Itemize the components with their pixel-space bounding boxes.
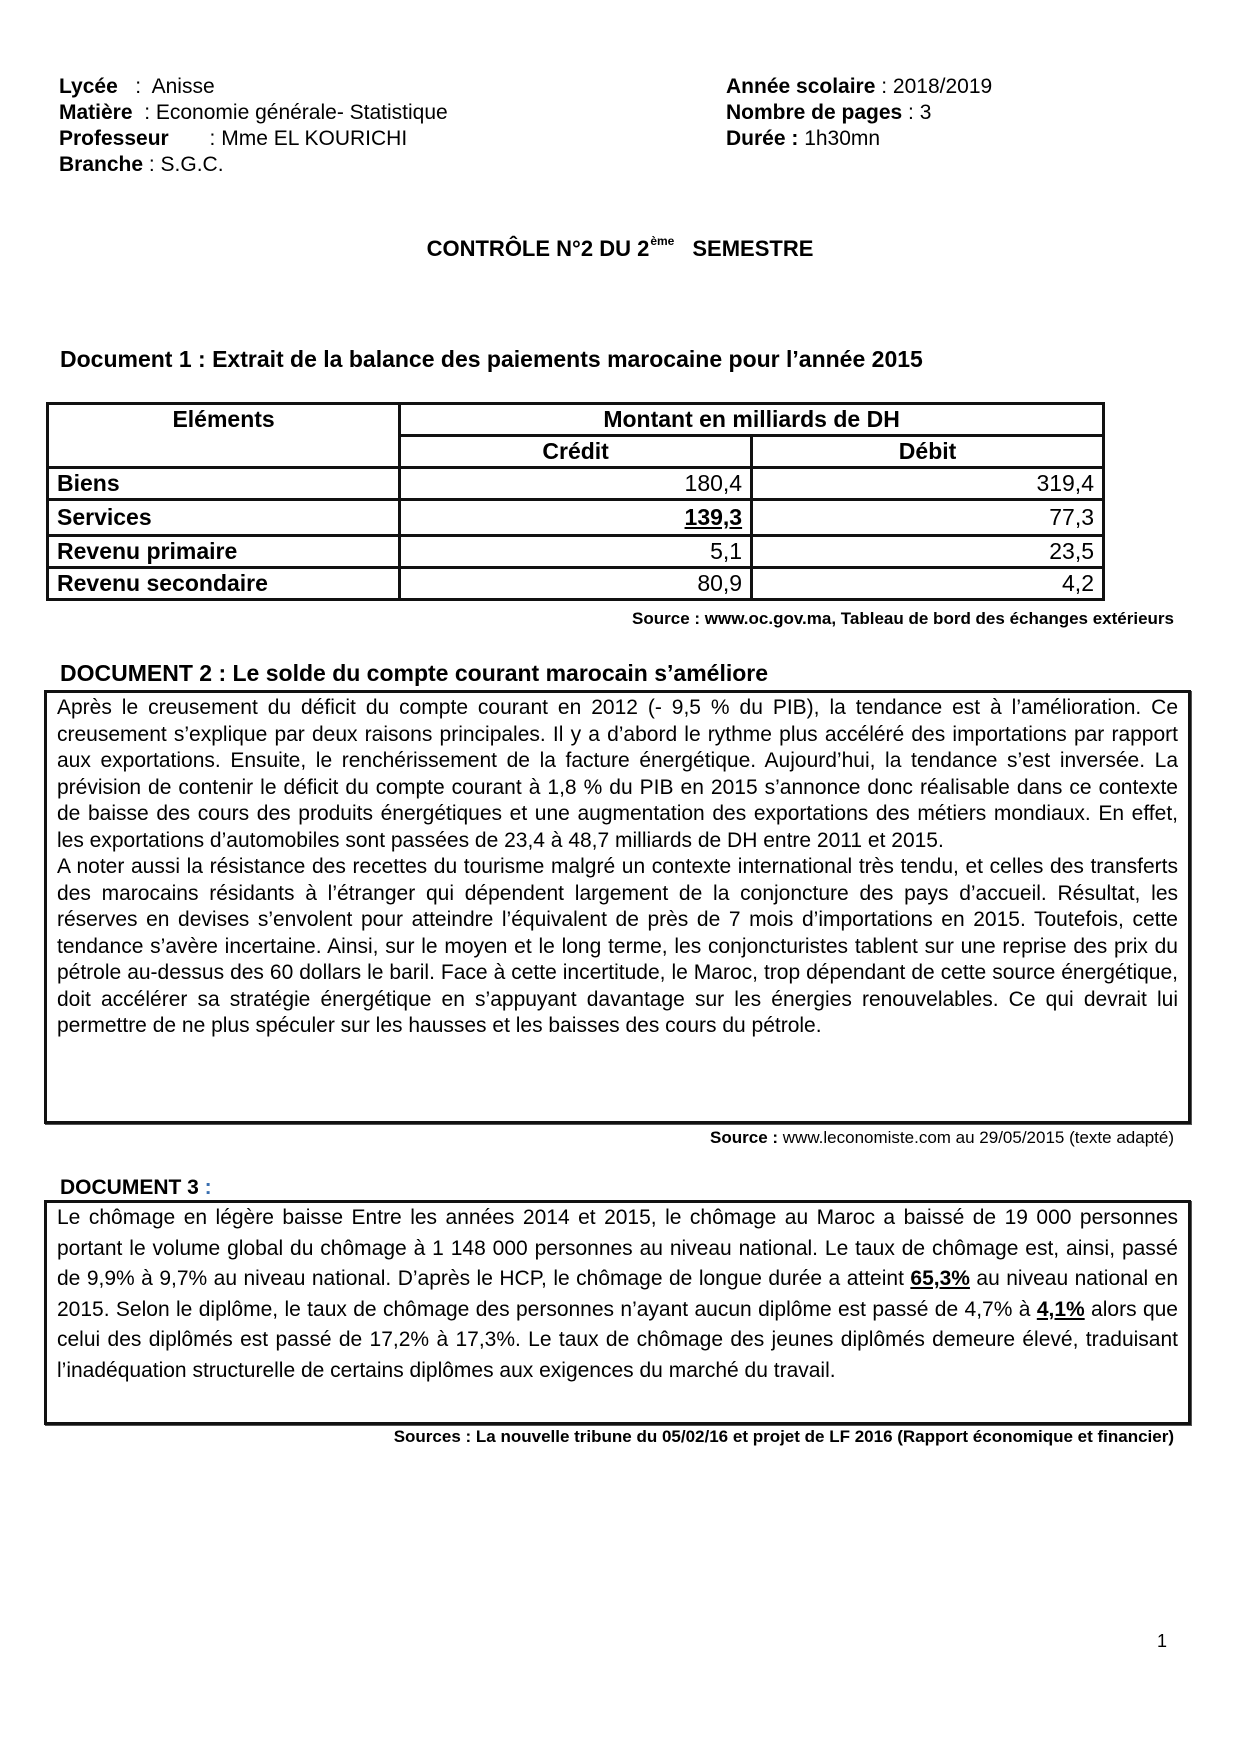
document3-text-a: Le chômage en légère baisse Entre les années 2014 et 2015, le chômage au Maroc a baissé de 19 000 personnes portant le volume global du chômage à 1 148 000 personnes au niveau national. Le taux de chômage est, ainsi, passé de 9,9% à 9,7% au niveau national. D’après le HCP, le chômage de longue durée a atteint bbox=[57, 1206, 1178, 1290]
debit-value: 4,2 bbox=[752, 568, 1104, 600]
debit-value: 77,3 bbox=[752, 500, 1104, 536]
document2-source-label: Source : bbox=[710, 1128, 779, 1147]
exam-title-tail: SEMESTRE bbox=[692, 236, 814, 261]
table-row bbox=[48, 468, 1104, 500]
exam-title-main: CONTRÔLE N°2 DU 2 bbox=[426, 236, 650, 261]
document2-paragraph-1: Après le creusement du déficit du compte courant en 2012 (- 9,5 % du PIB), la tendance est à l’amélioration. Ce creusement s’explique par deux raisons principales. Il y a d’abord le rythme plus accéléré des importations par rapport aux exportations. Ensuite, le renchérissement de la facture énergétique. Aujourd’hui, la tendance s’est inversée. La prévision de contenir le déficit du compte courant à 1,8 % du PIB en 2015 s’annonce donc réalisable dans ce contexte de baisse des cours des produits énergétiques et une augmentation des exportations des métiers mondiaux. En effet, les exportations d’automobiles sont passées de 23,4 à 48,7 milliards de DH entre 2011 et 2015. bbox=[57, 696, 1178, 852]
debit-value: 319,4 bbox=[752, 468, 1104, 500]
document3-highlight-long-term-unemployment: 65,3% bbox=[910, 1267, 970, 1290]
document2-source bbox=[710, 1128, 1174, 1148]
header-duration: Durée : 1h30mn bbox=[726, 127, 881, 150]
document2-source-text: www.leconomiste.com au 29/05/2015 (texte adapté) bbox=[778, 1128, 1174, 1147]
document1-heading: Document 1 : Extrait de la balance des paiements marocaine pour l’année 2015 bbox=[60, 346, 923, 372]
header-branch: Branche : S.G.C. bbox=[59, 153, 224, 176]
document3-text-b: au niveau national en 2015. Selon le diplôme, le taux de chômage des personnes n’ayant aucun diplôme est passé de 4,7% à bbox=[57, 1267, 1178, 1321]
page-number: 1 bbox=[1157, 1631, 1168, 1651]
header-subject: Matière : Economie générale- Statistique bbox=[59, 101, 448, 124]
col-header-amount-group: Montant en milliards de DH bbox=[400, 404, 1104, 436]
header-teacher: Professeur : Mme EL KOURICHI bbox=[59, 127, 408, 150]
credit-value: 5,1 bbox=[400, 536, 752, 568]
document3-heading bbox=[60, 1176, 212, 1200]
table-row bbox=[48, 568, 1104, 600]
header-info-left bbox=[59, 74, 659, 178]
row-label: Revenu secondaire bbox=[48, 568, 400, 600]
credit-value bbox=[400, 500, 752, 536]
document3-heading-text: DOCUMENT 3 bbox=[60, 1176, 199, 1199]
document2-paragraph-2: A noter aussi la résistance des recettes du tourisme malgré un contexte international très tendu, et celles des transferts des marocains résidants à l’étranger qui dépendent largement de la conjoncture des pays d’accueil. Résultat, les réserves en devises s’envolent pour atteindre l’équivalent de près de 7 mois d’importations en 2015. Toutefois, cette tendance s’avère incertaine. Ainsi, sur le moyen et le long terme, les conjoncturistes tablent sur une reprise des prix du pétrole au-dessus des 60 dollars le baril. Face à cette incertitude, le Maroc, trop dépendant de cette source énergétique, doit accélérer sa stratégie énergétique en s’appuyant davantage sur les énergies renouvelables. Ce qui devrait lui permettre de ne plus spéculer sur les hausses et les baisses des cours du pétrole. bbox=[57, 855, 1178, 1037]
col-header-elements: Eléments bbox=[48, 404, 400, 468]
credit-value-highlighted: 139,3 bbox=[684, 504, 743, 530]
document3-text-c: alors que celui des diplômés est passé de 17,2% à 17,3%. Le taux de chômage des jeunes diplômés demeure élevé, traduisant l’inadéquation structurelle de certains diplômes aux exigences du marché du travail. bbox=[57, 1297, 1178, 1382]
header-info-right bbox=[726, 74, 1176, 152]
document3-paragraph bbox=[57, 1203, 1178, 1386]
credit-value: 80,9 bbox=[400, 568, 752, 600]
col-header-credit: Crédit bbox=[400, 436, 752, 468]
document1-source: Source : www.oc.gov.ma, Tableau de bord des échanges extérieurs bbox=[632, 609, 1174, 628]
row-label: Biens bbox=[48, 468, 400, 500]
exam-title bbox=[0, 236, 1240, 262]
balance-of-payments-table bbox=[46, 402, 1105, 601]
header-page-count: Nombre de pages : 3 bbox=[726, 101, 932, 124]
exam-title-sup: ème bbox=[650, 234, 675, 248]
table-row bbox=[48, 536, 1104, 568]
debit-value: 23,5 bbox=[752, 536, 1104, 568]
col-header-debit: Débit bbox=[752, 436, 1104, 468]
table-row bbox=[48, 500, 1104, 536]
document3-source: Sources : La nouvelle tribune du 05/02/16 et projet de LF 2016 (Rapport économique et financier) bbox=[393, 1427, 1174, 1446]
header-school-year: Année scolaire : 2018/2019 bbox=[726, 75, 993, 98]
document3-text-box bbox=[44, 1200, 1191, 1425]
document2-text-box bbox=[44, 690, 1191, 1124]
document3-heading-colon: : bbox=[198, 1176, 212, 1199]
row-label: Services bbox=[48, 500, 400, 536]
credit-value: 180,4 bbox=[400, 468, 752, 500]
header-school: Lycée : Anisse bbox=[59, 75, 215, 98]
row-label: Revenu primaire bbox=[48, 536, 400, 568]
document3-highlight-no-diploma-rate: 4,1% bbox=[1036, 1297, 1085, 1321]
document2-heading: DOCUMENT 2 : Le solde du compte courant marocain s’améliore bbox=[60, 660, 769, 686]
